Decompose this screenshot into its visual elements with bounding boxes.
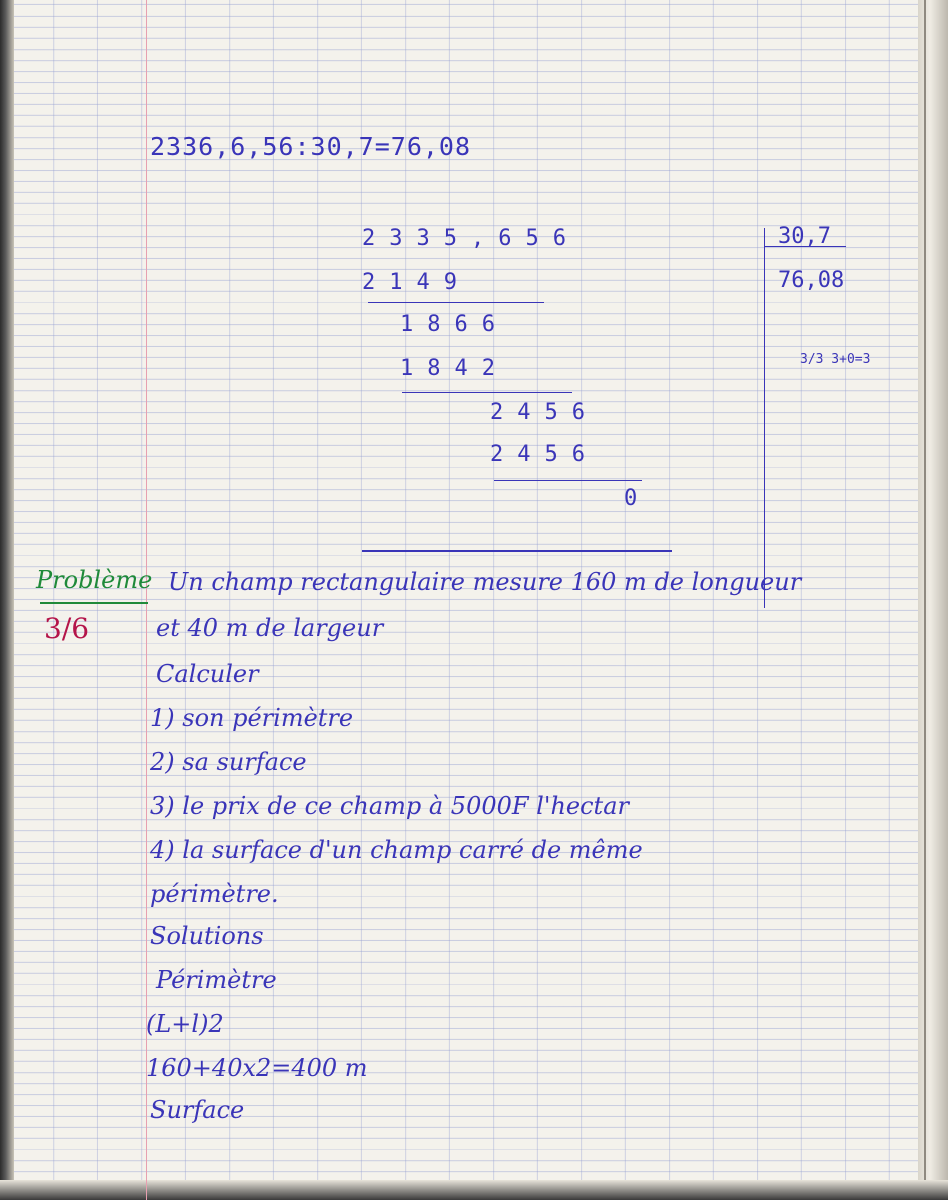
division-step-1: 2149 <box>362 270 471 295</box>
division-step-2: 1866 <box>400 312 509 337</box>
statement-line-1: Un champ rectangulaire mesure 160 m de longueur <box>168 568 802 596</box>
problem-score: 3/6 <box>44 612 90 645</box>
page-bottom-edge <box>0 1180 948 1200</box>
page-left-edge <box>0 0 14 1200</box>
statement-line-2: et 40 m de largeur <box>156 614 384 642</box>
instruction: Calculer <box>156 660 259 688</box>
quotient: 76,08 <box>778 268 845 293</box>
question-1: 1) son périmètre <box>150 704 354 732</box>
division-remainder: 0 <box>624 486 652 511</box>
problem-label: Problème <box>36 566 153 594</box>
question-2: 2) sa surface <box>150 748 307 776</box>
proof-by-three: 3/3 3+0=3 <box>800 352 871 367</box>
division-step-3: 1842 <box>400 356 509 381</box>
division-bottom-rule <box>362 550 672 552</box>
division-equation: 2336,6,56:30,7=76,08 <box>150 132 472 161</box>
question-3: 3) le prix de ce champ à 5000F l'hectar <box>150 792 629 820</box>
problem-label-underline <box>40 602 148 604</box>
solution-heading: Solutions <box>150 922 264 950</box>
perimeter-heading: Périmètre <box>156 966 277 994</box>
division-step-5: 2456 <box>490 442 599 467</box>
page-binding-line <box>924 0 926 1200</box>
division-bracket-vertical <box>764 228 765 608</box>
division-underline-2 <box>402 392 572 393</box>
division-underline-1 <box>368 302 544 303</box>
question-4: 4) la surface d'un champ carré de même <box>150 836 643 864</box>
question-4-continuation: périmètre. <box>150 880 279 908</box>
division-underline-3 <box>494 480 642 481</box>
page-right-edge <box>918 0 948 1200</box>
divisor: 30,7 <box>778 224 831 249</box>
surface-heading: Surface <box>150 1096 245 1124</box>
division-dividend: 2335,656 <box>362 226 580 251</box>
perimeter-computation: 160+40x2=400 m <box>146 1054 368 1082</box>
perimeter-formula: (L+l)2 <box>146 1010 224 1038</box>
division-step-4: 2456 <box>490 400 599 425</box>
